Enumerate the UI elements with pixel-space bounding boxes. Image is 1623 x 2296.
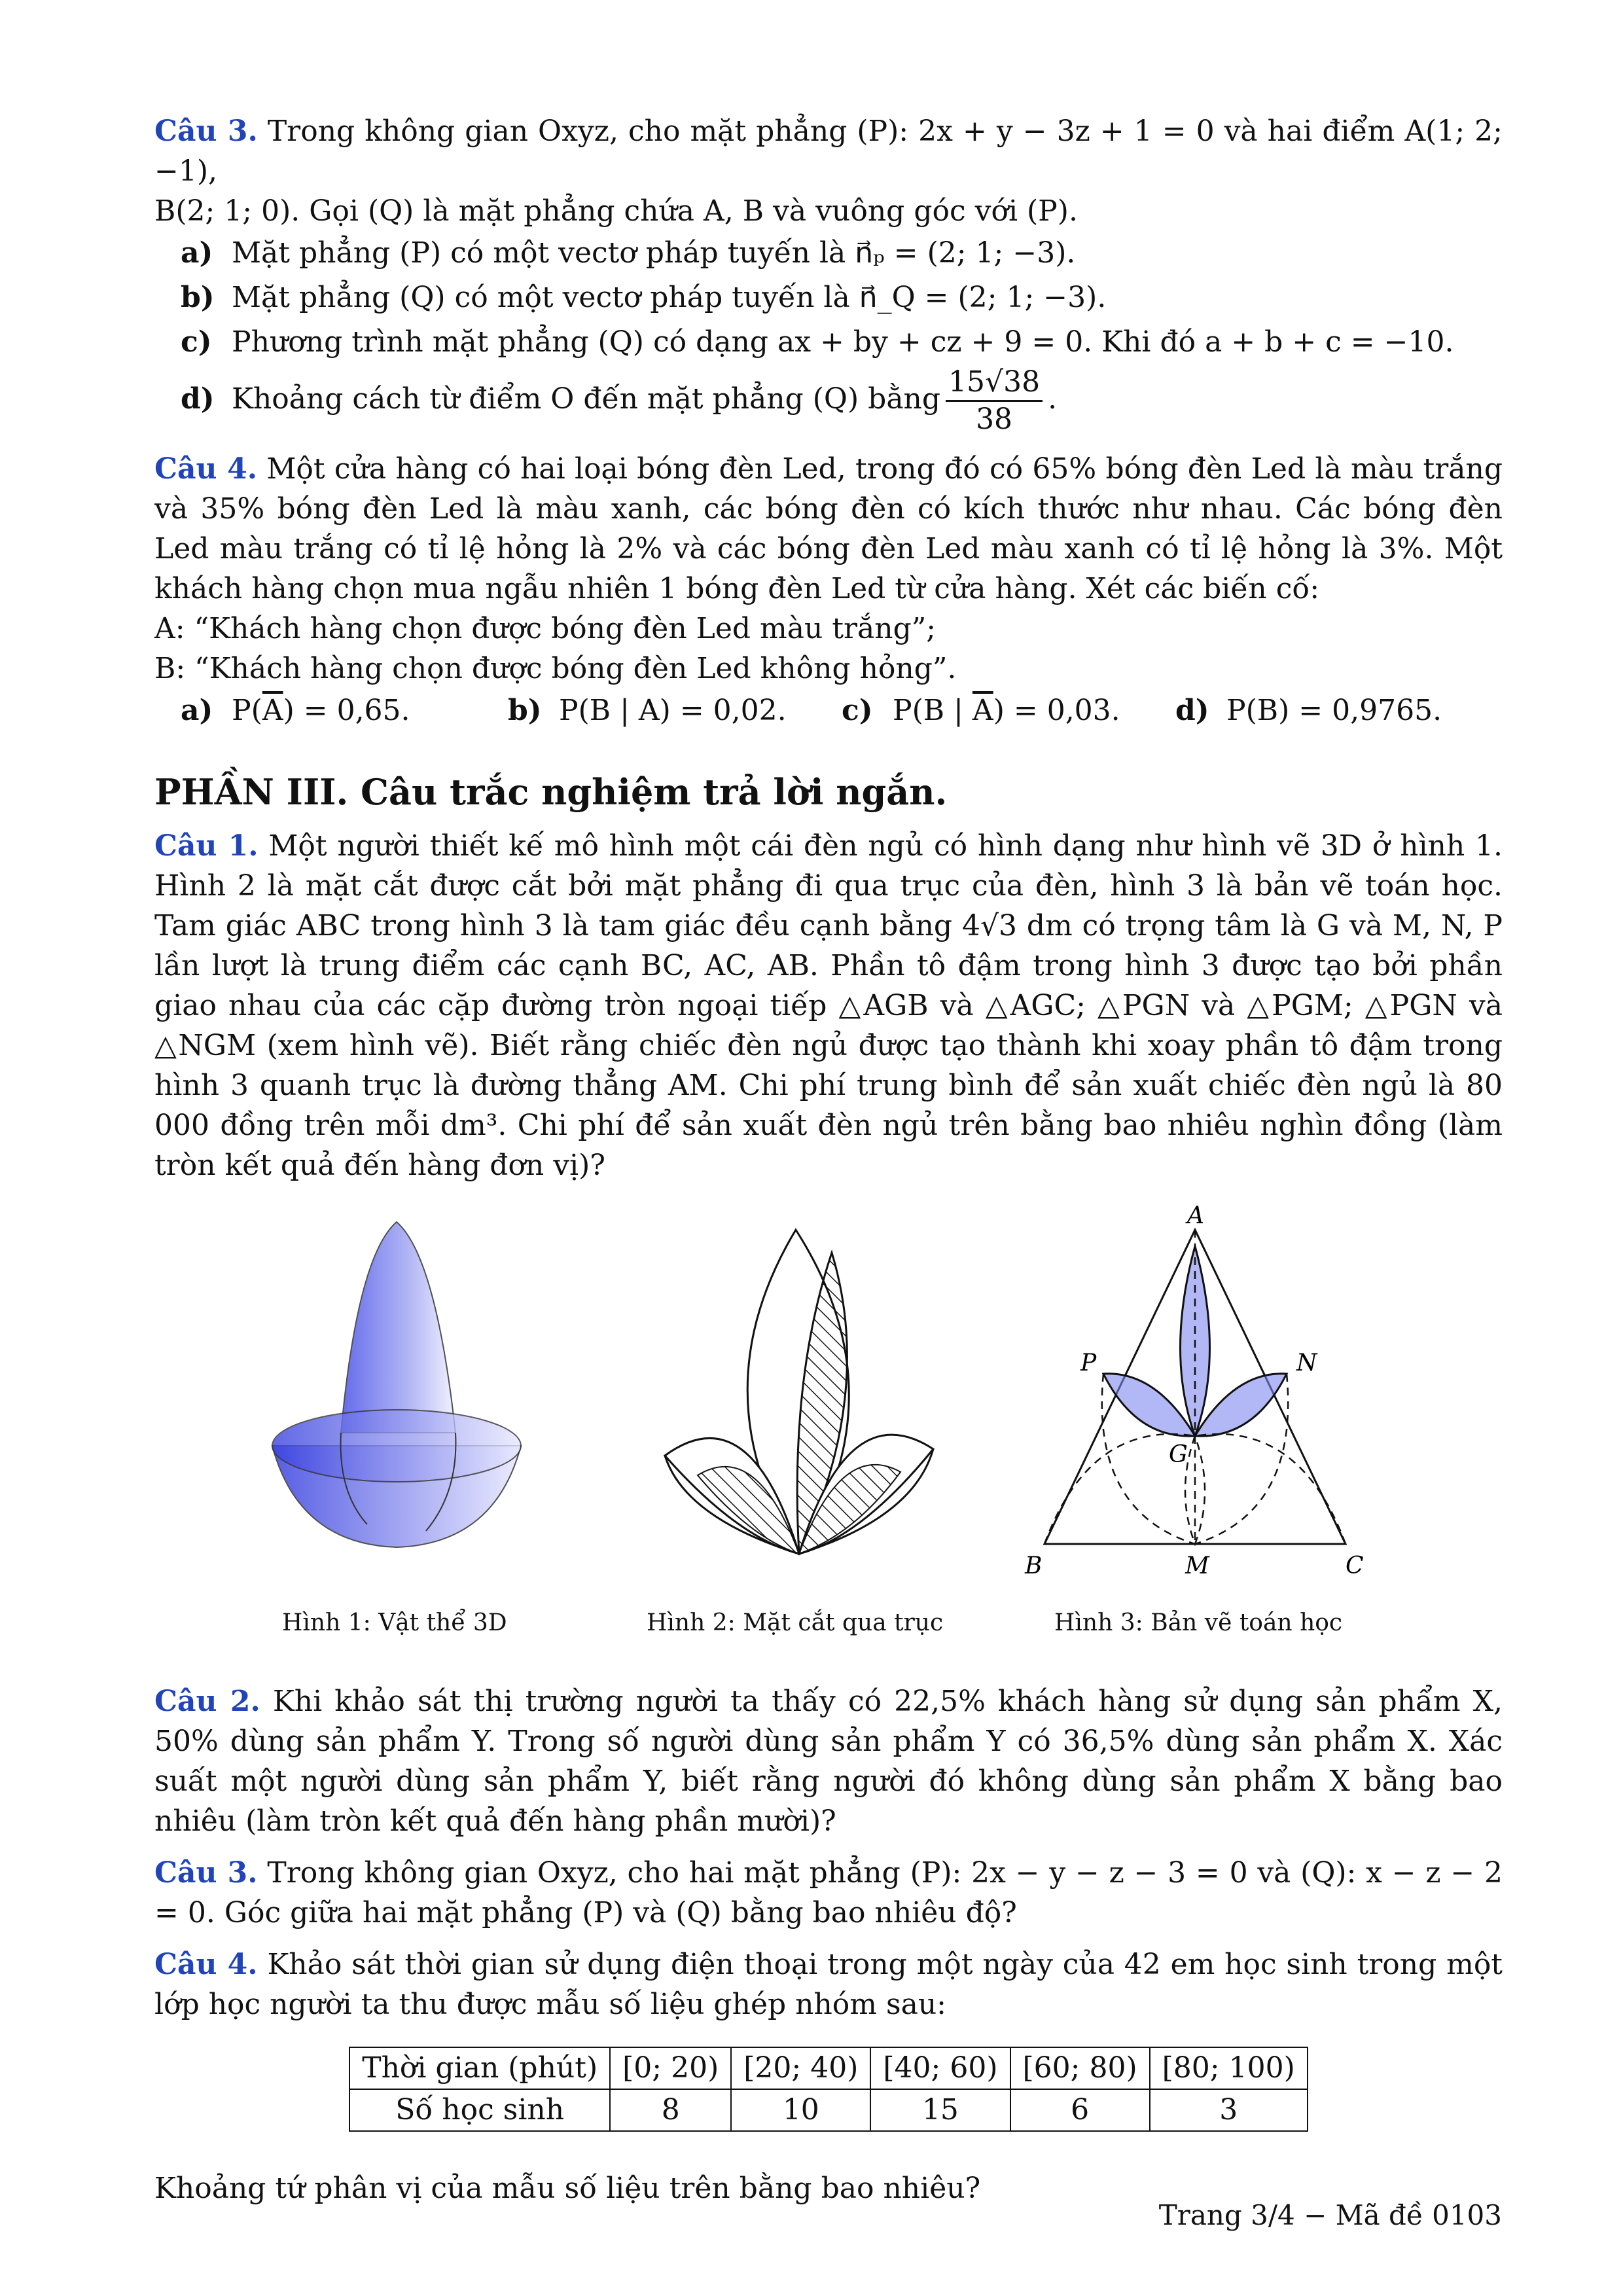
table-header-cell: Thời gian (phút) — [349, 2047, 610, 2089]
question-text: Một cửa hàng có hai loại bóng đèn Led, trong đó có 65% bóng đèn Led là màu trắng và 35% bóng đèn Led là màu xanh, các bóng đèn có kích thước như nhau. Các bóng đèn Led màu trắng có tỉ lệ hỏng là 2% và các bóng đèn Led màu xanh có tỉ lệ hỏng là 3%. Một khách hàng chọn mua ngẫu nhiên 1 bóng đèn Led từ cửa hàng. Xét các biến cố: — [154, 452, 1503, 605]
option-label: c) — [181, 325, 212, 359]
part3-question-4 — [154, 1945, 1503, 2208]
option-text: Phương trình mặt phẳng (Q) có dạng ax + by + cz + 9 = 0. Khi đó a + b + c = −10. — [232, 325, 1454, 359]
question-followup: Khoảng tứ phân vị của mẫu số liệu trên bằng bao nhiêu? — [154, 2172, 981, 2205]
table-header-cell: [0; 20) — [610, 2047, 731, 2089]
question-stem — [154, 826, 1503, 1185]
question-text: Trong không gian Oxyz, cho mặt phẳng (P): 2x + y − 3z + 1 = 0 và hai điểm A(1; 2; −1), — [154, 115, 1503, 188]
figures-row — [154, 1204, 1503, 1642]
table-header-cell: [60; 80) — [1010, 2047, 1150, 2089]
option-b — [508, 689, 842, 733]
question-label: Câu 1. — [154, 829, 259, 863]
question-label: Câu 4. — [154, 1948, 258, 1981]
petal-shape — [341, 1222, 455, 1433]
question-4-stem — [154, 449, 1503, 609]
bowl-rim — [272, 1410, 521, 1482]
option-text: Mặt phẳng (P) có một vectơ pháp tuyến là n⃗ₚ = (2; 1; −3). — [232, 236, 1076, 270]
option-label: d) — [1175, 694, 1209, 727]
shaded-right-petal — [1195, 1374, 1287, 1436]
fraction-denominator: 38 — [976, 403, 1013, 436]
shaded-left-petal — [1103, 1374, 1195, 1436]
question-label: Câu 3. — [154, 1856, 258, 1890]
event-a: A: “Khách hàng chọn được bóng đèn Led màu trắng”; — [154, 612, 936, 645]
option-text: ) = 0,65. — [283, 694, 410, 727]
data-table — [349, 2047, 1308, 2132]
option-text: P(B | — [893, 694, 972, 727]
question-text: Khảo sát thời gian sử dụng điện thoại trong một ngày của 42 em học sinh trong một lớp học người ta thu được mẫu số liệu ghép nhóm sau: — [154, 1948, 1503, 2021]
exam-page — [154, 111, 1503, 2208]
caption-figure-1: Hình 1: Vật thể 3D — [282, 1609, 507, 1636]
question-stem — [154, 1945, 1503, 2024]
option-label: a) — [181, 236, 213, 270]
question-text: Một người thiết kế mô hình một cái đèn ngủ có hình dạng như hình vẽ 3D ở hình 1. Hình 2 là mặt cắt được cắt bởi mặt phẳng đi qua trục của đèn, hình 3 là bản vẽ toán học. Tam giác ABC trong hình 3 là tam giác đều cạnh bằng 4√3 dm có trọng tâm là G và M, N, P lần lượt là trung điểm các cạnh BC, AC, AB. Phần tô đậm trong hình 3 được tạo bởi phần giao nhau của các cặp đường tròn ngoại tiếp △AGB và △AGC; △PGN và △PGM; △PGN và △NGM (xem hình vẽ). Biết rằng chiếc đèn ngủ được tạo thành khi xoay phần tô đậm trong hình 3 quanh trục là đường thẳng AM. Chi phí trung bình để sản xuất chiếc đèn ngủ là 80 000 đồng trên mỗi dm³. Chi phí để sản xuất đèn ngủ trên bằng bao nhiêu nghìn đồng (làm tròn kết quả đến hàng đơn vị)? — [154, 829, 1503, 1182]
figure-3-math-drawing — [1012, 1204, 1378, 1596]
question-stem — [154, 1681, 1503, 1841]
option-text: P( — [232, 694, 262, 727]
question-label: Câu 2. — [154, 1685, 260, 1718]
fraction — [946, 365, 1043, 437]
part3-question-2 — [154, 1681, 1503, 1841]
figure-2-cross-section — [658, 1223, 940, 1564]
option-a — [181, 231, 1503, 276]
table-cell: 8 — [610, 2089, 731, 2131]
option-label: d) — [181, 382, 215, 416]
point-b-label: B — [1025, 1552, 1043, 1579]
table-header-cell: [80; 100) — [1150, 2047, 1308, 2089]
question-4 — [154, 449, 1503, 733]
part3-question-1 — [154, 826, 1503, 1185]
option-c — [181, 320, 1503, 365]
table-header-cell: [20; 40) — [731, 2047, 870, 2089]
complement-symbol: $\overline{A}$ — [262, 694, 283, 727]
option-b — [181, 276, 1503, 320]
table-cell: 3 — [1150, 2089, 1308, 2131]
table-cell: 6 — [1010, 2089, 1150, 2131]
caption-figure-2: Hình 2: Mặt cắt qua trục — [647, 1609, 944, 1636]
question-3 — [154, 111, 1503, 437]
table-row — [349, 2089, 1308, 2131]
complement-symbol: $\overline{A}$ — [972, 694, 993, 727]
question-text: Khi khảo sát thị trường người ta thấy có 22,5% khách hàng sử dụng sản phẩm X, 50% dùng sản phẩm Y. Trong số người dùng sản phẩm Y có 36,5% dùng sản phẩm X. Xác suất một người dùng sản phẩm Y, biết rằng người đó không dùng sản phẩm X bằng bao nhiêu (làm tròn kết quả đến hàng phần mười)? — [154, 1685, 1503, 1838]
option-text: ) = 0,03. — [993, 694, 1120, 727]
table-cell: 10 — [731, 2089, 870, 2131]
option-label: b) — [181, 281, 215, 314]
option-d — [1175, 689, 1442, 733]
question-text: Trong không gian Oxyz, cho hai mặt phẳng (P): 2x − y − z − 3 = 0 và (Q): x − z − 2 = 0. Góc giữa hai mặt phẳng (P) và (Q) bằng bao nhiêu độ? — [154, 1856, 1503, 1929]
option-text: Khoảng cách từ điểm O đến mặt phẳng (Q) bằng — [232, 382, 941, 416]
point-g-label: G — [1169, 1441, 1188, 1468]
option-label: b) — [508, 694, 542, 727]
option-label: a) — [181, 694, 213, 727]
point-a-label: A — [1187, 1204, 1204, 1229]
caption-figure-3: Hình 3: Bản vẽ toán học — [1054, 1609, 1343, 1636]
fraction-numerator: 15√38 — [946, 365, 1043, 402]
option-text: P(B) = 0,9765. — [1226, 694, 1442, 727]
option-text: Mặt phẳng (Q) có một vectơ pháp tuyến là n⃗_Q = (2; 1; −3). — [232, 281, 1107, 314]
question-label: Câu 4. — [154, 452, 258, 486]
point-m-label: M — [1185, 1552, 1209, 1579]
table-cell: 15 — [870, 2089, 1010, 2131]
section-title: PHẦN III. Câu trắc nghiệm trả lời ngắn. — [154, 771, 948, 813]
option-d: d) Khoảng cách từ điểm O đến mặt phẳng (Q) bằng $\frac{15√38}{38}$ . — [181, 365, 1058, 436]
question-3-stem-cont: B(2; 1; 0). Gọi (Q) là mặt phẳng chứa A, B và vuông góc với (P). — [154, 194, 1078, 228]
point-c-label: C — [1346, 1552, 1364, 1579]
event-b: B: “Khách hàng chọn được bóng đèn Led không hỏng”. — [154, 652, 957, 685]
option-c — [842, 689, 1175, 733]
question-label: Câu 3. — [154, 115, 258, 148]
question-stem — [154, 1853, 1503, 1933]
point-p-label: P — [1080, 1350, 1097, 1376]
page-footer: Trang 3/4 − Mã đề 0103 — [1158, 2199, 1502, 2231]
question-3-stem — [154, 111, 1503, 191]
figure-1-lamp-3d — [259, 1217, 534, 1583]
options-row — [181, 689, 1503, 733]
part3-question-3 — [154, 1853, 1503, 1933]
table-row — [349, 2047, 1308, 2089]
option-text: P(B | A) = 0,02. — [559, 694, 787, 727]
point-n-label: N — [1296, 1350, 1317, 1376]
table-header-cell: [40; 60) — [870, 2047, 1010, 2089]
option-label: c) — [842, 694, 873, 727]
option-a — [181, 689, 508, 733]
table-cell: Số học sinh — [349, 2089, 610, 2131]
